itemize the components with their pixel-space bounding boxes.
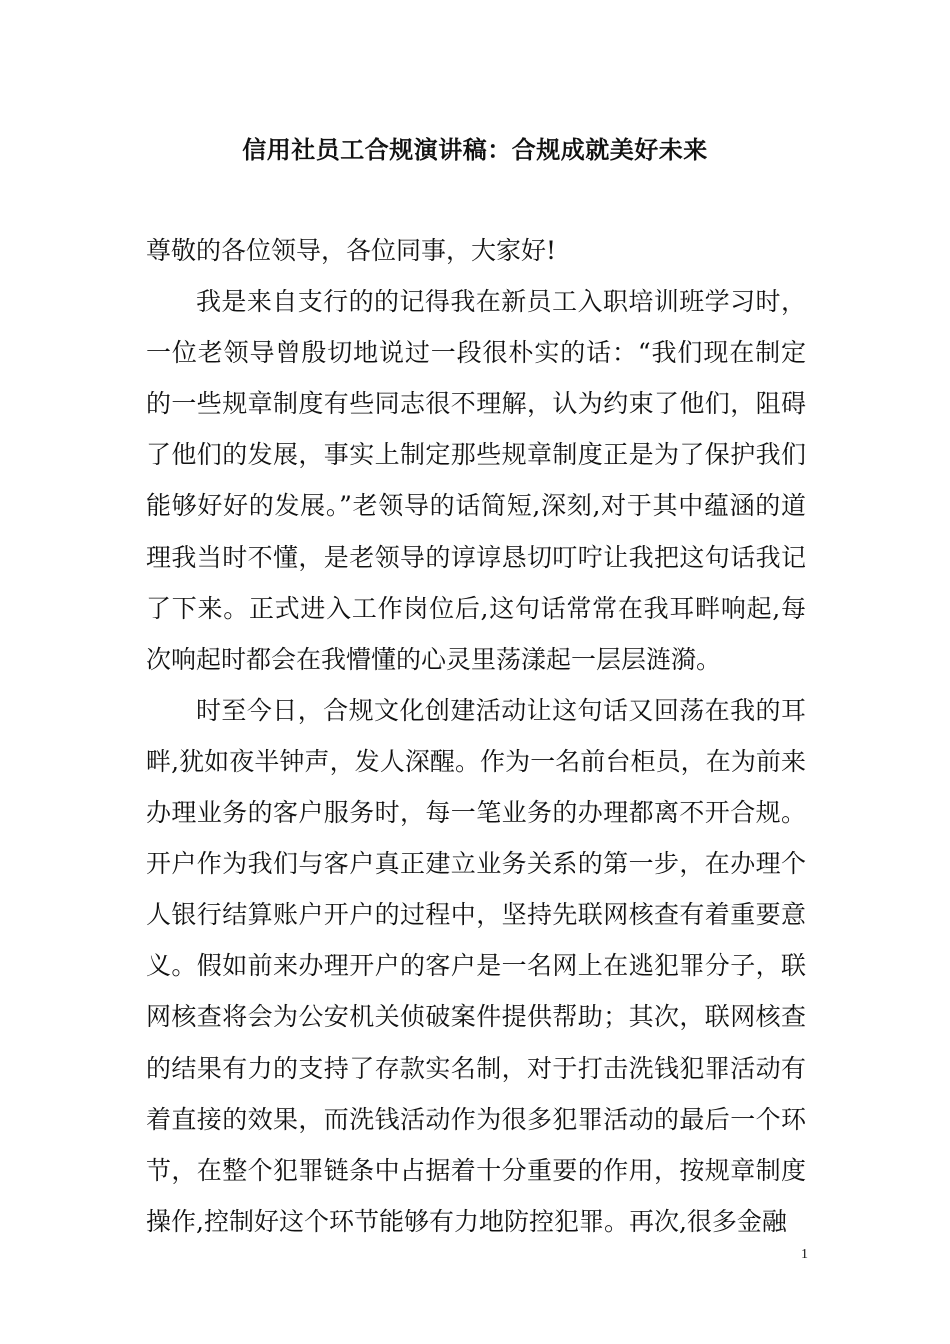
paragraph-1: 我是来自支行的的记得我在新员工入职培训班学习时，一位老领导曾殷切地说过一段很朴实的话：“我们现在制定的一些规章制度有些同志很不理解，认为约束了他们，阻碍了他们的发展，事实上制定那些规章制度正是为了保护我们能够好好的发展。”老领导的话简短,深刻,对于其中蕴涵的道理我当时不懂，是老领导的谆谆恳切叮咛让我把这句话我记了下来。正式进入工作岗位后,这句话常常在我耳畔响起,每次响起时都会在我懵懂的心灵里荡漾起一层层涟漪。 — [146, 287, 806, 674]
document-title: 信用社员工合规演讲稿：合规成就美好未来 — [242, 136, 708, 164]
salutation: 尊敬的各位领导，各位同事，大家好! — [146, 236, 557, 265]
document-body — [146, 225, 806, 1247]
paragraph-2: 时至今日，合规文化创建活动让这句话又回荡在我的耳畔,犹如夜半钟声，发人深醒。作为一名前台柜员，在为前来办理业务的客户服务时，每一笔业务的办理都离不开合规。开户作为我们与客户真正建立业务关系的第一步，在办理个人银行结算账户开户的过程中，坚持先联网核查有着重要意义。假如前来办理开户的客户是一名网上在逃犯罪分子，联网核查将会为公安机关侦破案件提供帮助；其次，联网核查的结果有力的支持了存款实名制，对于打击洗钱犯罪活动有着直接的效果，而洗钱活动作为很多犯罪活动的最后一个环节，在整个犯罪链条中占据着十分重要的作用，按规章制度操作,控制好这个环节能够有力地防控犯罪。再次,很多金融 — [146, 695, 806, 1236]
page-number: 1 — [801, 1247, 808, 1262]
